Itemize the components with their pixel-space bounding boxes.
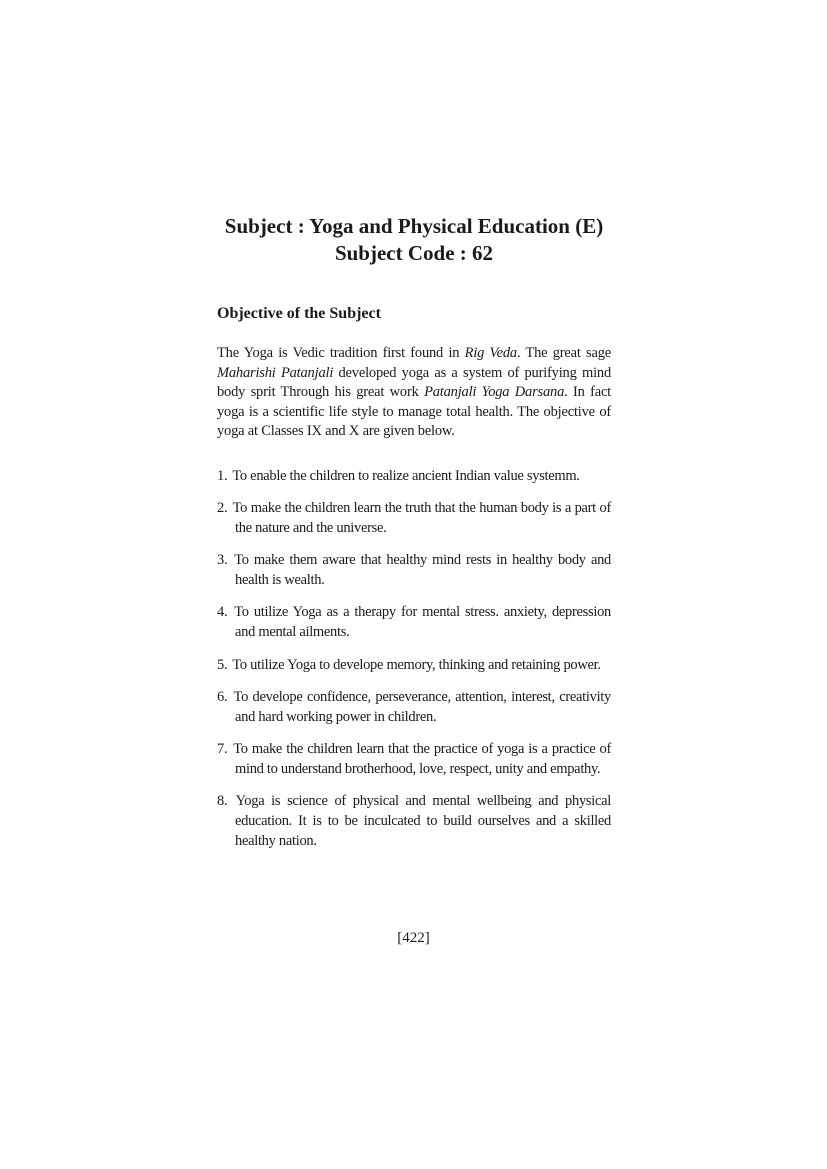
- list-item-text: To utilize Yoga as a therapy for mental stress. anxiety, depression and mental ailments.: [234, 604, 611, 641]
- list-item: [217, 740, 611, 780]
- intro-text-2: . The great sage: [516, 345, 611, 361]
- page-number: [422]: [397, 930, 430, 946]
- list-item-number: 3.: [217, 552, 228, 569]
- subject-code: Subject Code : 62: [334, 241, 494, 265]
- objectives-list: [217, 467, 611, 851]
- list-item-number: 2.: [217, 500, 228, 517]
- subject-title: Subject : Yoga and Physical Education (E): [224, 214, 604, 238]
- intro-maharishi: Maharishi Patanjali: [217, 364, 334, 381]
- list-item: [217, 688, 611, 728]
- section-heading: Objective of the Subject: [217, 305, 381, 322]
- intro-patanjali-yoga: Patanjali Yoga Darsana: [424, 384, 565, 401]
- intro-rig-veda: Rig Veda: [464, 345, 517, 361]
- list-item: [217, 467, 611, 487]
- intro-text-1: The Yoga is Vedic tradition first found in: [217, 345, 465, 361]
- list-item-text: To make the children learn the truth that the human body is a part of the nature and the universe.: [232, 500, 611, 537]
- list-item-text: To make them aware that healthy mind rests in healthy body and health is wealth.: [234, 552, 611, 589]
- intro-text-3: developed yoga as a system of purifying mind body sprit Through his great work: [217, 364, 612, 401]
- list-item-text: To develope confidence, perseverance, attention, interest, creativity and hard working power in children.: [233, 688, 611, 725]
- document-page: [217, 213, 611, 864]
- list-item: [217, 656, 611, 676]
- list-item-text: To make the children learn that the practice of yoga is a practice of mind to understand brotherhood, love, respect, unity and empathy.: [233, 740, 611, 777]
- page-title: [207, 213, 621, 267]
- list-item-text: Yoga is science of physical and mental wellbeing and physical education. It is to be inculcated to build ourselves and a skilled healthy nation.: [235, 793, 611, 849]
- list-item-number: 4.: [217, 604, 228, 621]
- list-item-number: 6.: [217, 688, 228, 705]
- list-item-text: To enable the children to realize ancient Indian value systemm.: [232, 467, 580, 484]
- list-item-number: 7.: [217, 740, 228, 757]
- intro-text-4: . In fact yoga is a scientific life style to manage total health. The objective of yoga at Classes IX and X are given below.: [217, 384, 612, 440]
- list-item-number: 1.: [217, 467, 228, 484]
- list-item: [217, 792, 611, 851]
- list-item: [217, 603, 611, 643]
- intro-paragraph: [217, 344, 611, 442]
- list-item: [217, 499, 611, 539]
- list-item-text: To utilize Yoga to develope memory, thinking and retaining power.: [232, 656, 601, 673]
- list-item: [217, 551, 611, 591]
- list-item-number: 5.: [217, 656, 228, 673]
- list-item-number: 8.: [217, 793, 228, 810]
